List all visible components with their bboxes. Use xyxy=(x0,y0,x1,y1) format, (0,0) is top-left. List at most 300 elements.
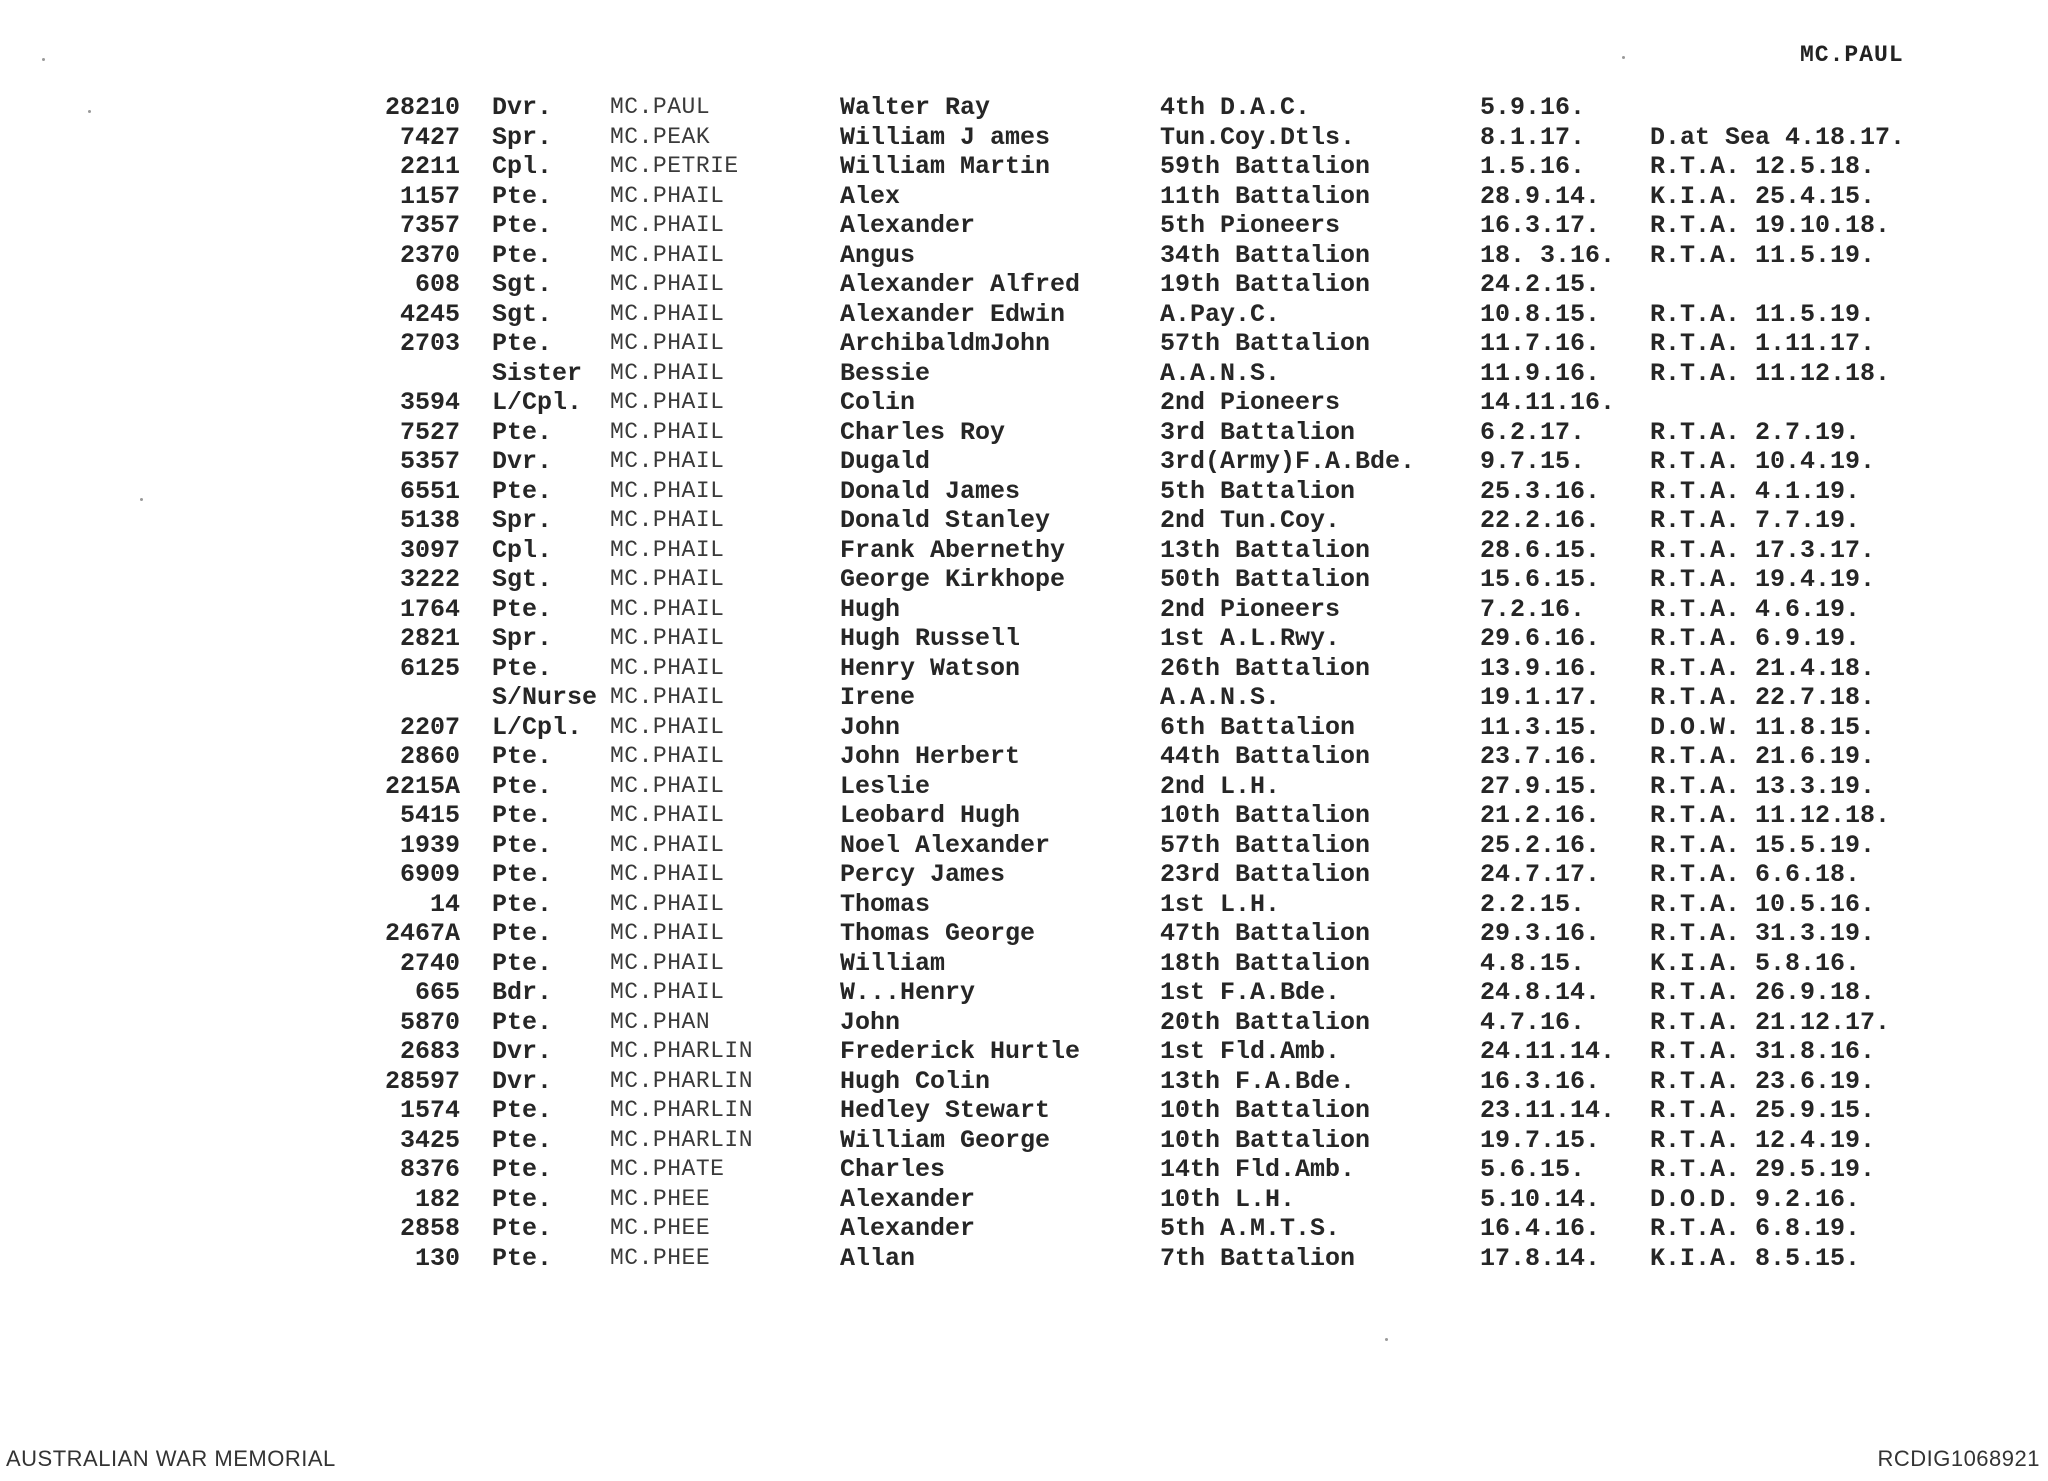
table-row xyxy=(360,300,2000,330)
enlistment-date: 24.11.14. xyxy=(1480,1037,1616,1066)
footer-archive-name: AUSTRALIAN WAR MEMORIAL xyxy=(6,1446,336,1471)
service-number: 5415 xyxy=(399,801,460,830)
rank: Dvr. xyxy=(492,1066,553,1096)
table-row xyxy=(360,1067,2000,1097)
fate: D.O.D. 9.2.16. xyxy=(1650,1184,1861,1214)
table-row xyxy=(360,978,2000,1008)
given-names: William J ames xyxy=(840,122,1051,152)
service-number: 7527 xyxy=(399,417,460,447)
unit: 20th Battalion xyxy=(1160,1007,1371,1037)
unit: 13th F.A.Bde. xyxy=(1160,1066,1356,1096)
given-names: John xyxy=(840,712,901,742)
surname: MC.PHAIL xyxy=(610,861,725,887)
service-number: 2370 xyxy=(399,240,460,270)
enlistment-date: 23.7.16. xyxy=(1480,742,1601,771)
surname: MC.PHAIL xyxy=(610,359,725,386)
enlistment-date: 29.6.16. xyxy=(1480,624,1601,653)
surname: MC.PHAIL xyxy=(610,418,725,445)
rank: Dvr. xyxy=(492,447,553,476)
surname: MC.PHAIL xyxy=(610,802,725,828)
fate: R.T.A. 21.6.19. xyxy=(1650,742,1876,771)
scan-speck xyxy=(88,110,91,113)
enlistment-date: 11.3.15. xyxy=(1480,712,1601,742)
given-names: John xyxy=(840,1007,901,1037)
enlistment-date: 28.6.15. xyxy=(1480,535,1601,565)
unit: 1st Fld.Amb. xyxy=(1160,1037,1341,1066)
fate: R.T.A. 19.4.19. xyxy=(1650,565,1876,594)
unit: A.A.N.S. xyxy=(1160,358,1281,388)
given-names: Charles Roy xyxy=(840,417,1006,447)
enlistment-date: 22.2.16. xyxy=(1480,506,1601,535)
enlistment-date: 2.2.15. xyxy=(1480,889,1586,919)
unit: 10th L.H. xyxy=(1160,1184,1296,1214)
fate: R.T.A. 6.8.19. xyxy=(1650,1214,1861,1243)
unit: 5th Battalion xyxy=(1160,476,1356,506)
given-names: Donald Stanley xyxy=(840,506,1051,535)
service-number: 3097 xyxy=(399,535,460,565)
service-number: 1939 xyxy=(399,830,460,860)
surname: MC.PHAN xyxy=(610,1008,711,1035)
service-number: 1764 xyxy=(399,594,460,624)
table-row xyxy=(360,624,2000,654)
given-names: Irene xyxy=(840,683,916,712)
unit: 10th Battalion xyxy=(1160,1096,1371,1125)
table-row xyxy=(360,123,2000,153)
unit: 19th Battalion xyxy=(1160,270,1371,299)
service-number: 28597 xyxy=(384,1066,460,1096)
service-number: 6909 xyxy=(399,860,460,889)
service-number: 3222 xyxy=(399,565,460,594)
given-names: Alexander xyxy=(840,1184,976,1214)
given-names: Frederick Hurtle xyxy=(840,1037,1081,1066)
given-names: William George xyxy=(840,1125,1051,1155)
enlistment-date: 16.3.16. xyxy=(1480,1066,1601,1096)
enlistment-date: 28.9.14. xyxy=(1480,181,1601,211)
table-row xyxy=(360,683,2000,713)
enlistment-date: 11.9.16. xyxy=(1480,358,1601,388)
unit: 13th Battalion xyxy=(1160,535,1371,565)
rank: Pte. xyxy=(492,1184,553,1214)
rank: Pte. xyxy=(492,919,553,948)
unit: 26th Battalion xyxy=(1160,653,1371,683)
surname: MC.PHAIL xyxy=(610,979,725,1005)
unit: 50th Battalion xyxy=(1160,565,1371,594)
rank: Pte. xyxy=(492,1096,553,1125)
fate: R.T.A. 29.5.19. xyxy=(1650,1155,1876,1184)
scan-speck xyxy=(140,498,143,501)
enlistment-date: 8.1.17. xyxy=(1480,122,1586,152)
table-row xyxy=(360,1008,2000,1038)
enlistment-date: 24.7.17. xyxy=(1480,860,1601,889)
surname: MC.PHAIL xyxy=(610,507,725,533)
unit: 47th Battalion xyxy=(1160,919,1371,948)
rank: L/Cpl. xyxy=(492,388,583,417)
given-names: George Kirkhope xyxy=(840,565,1066,594)
surname: MC.PHAIL xyxy=(610,949,725,976)
surname: MC.PHAIL xyxy=(610,625,725,651)
service-number: 1157 xyxy=(399,181,460,211)
given-names: ArchibaldmJohn xyxy=(840,329,1051,358)
enlistment-date: 19.7.15. xyxy=(1480,1125,1601,1155)
surname: MC.PHATE xyxy=(610,1156,725,1182)
service-number: 1574 xyxy=(399,1096,460,1125)
rank: Pte. xyxy=(492,771,553,801)
unit: 14th Fld.Amb. xyxy=(1160,1155,1356,1184)
rank: Pte. xyxy=(492,1214,553,1243)
unit: 18th Battalion xyxy=(1160,948,1371,978)
given-names: Thomas George xyxy=(840,919,1036,948)
table-row xyxy=(360,477,2000,507)
given-names: Hugh xyxy=(840,594,901,624)
rank: Dvr. xyxy=(492,93,553,122)
rank: L/Cpl. xyxy=(492,712,583,742)
rank: Pte. xyxy=(492,329,553,358)
unit: 3rd(Army)F.A.Bde. xyxy=(1160,447,1416,476)
given-names: Hedley Stewart xyxy=(840,1096,1051,1125)
enlistment-date: 10.8.15. xyxy=(1480,299,1601,329)
given-names: John Herbert xyxy=(840,742,1021,771)
table-row xyxy=(360,831,2000,861)
table-row xyxy=(360,1214,2000,1244)
unit: 2nd Pioneers xyxy=(1160,388,1341,417)
table-row xyxy=(360,536,2000,566)
table-row xyxy=(360,182,2000,212)
surname: MC.PHARLIN xyxy=(610,1126,754,1153)
given-names: Leobard Hugh xyxy=(840,801,1021,830)
surname: MC.PHAIL xyxy=(610,448,725,474)
service-number: 3425 xyxy=(399,1125,460,1155)
given-names: Henry Watson xyxy=(840,653,1021,683)
fate: R.T.A. 12.4.19. xyxy=(1650,1125,1876,1155)
given-names: Colin xyxy=(840,388,916,417)
service-number: 2467A xyxy=(384,919,460,948)
enlistment-date: 15.6.15. xyxy=(1480,565,1601,594)
unit: 10th Battalion xyxy=(1160,801,1371,830)
unit: 7th Battalion xyxy=(1160,1243,1356,1273)
surname: MC.PETRIE xyxy=(610,153,739,179)
unit: A.Pay.C. xyxy=(1160,299,1281,329)
enlistment-date: 24.8.14. xyxy=(1480,978,1601,1007)
rank: Pte. xyxy=(492,830,553,860)
rank: Sister xyxy=(492,358,583,388)
enlistment-date: 19.1.17. xyxy=(1480,683,1601,712)
enlistment-date: 25.3.16. xyxy=(1480,476,1601,506)
service-number: 2860 xyxy=(399,742,460,771)
enlistment-date: 24.2.15. xyxy=(1480,270,1601,299)
enlistment-date: 29.3.16. xyxy=(1480,919,1601,948)
rank: Pte. xyxy=(492,211,553,240)
fate: K.I.A. 8.5.15. xyxy=(1650,1243,1861,1273)
surname: MC.PHAIL xyxy=(610,212,725,238)
surname: MC.PHAIL xyxy=(610,772,725,799)
surname: MC.PEAK xyxy=(610,123,711,150)
rank: Cpl. xyxy=(492,152,553,181)
fate: R.T.A. 25.9.15. xyxy=(1650,1096,1876,1125)
rank: Spr. xyxy=(492,122,553,152)
enlistment-date: 17.8.14. xyxy=(1480,1243,1601,1273)
table-row xyxy=(360,949,2000,979)
rank: Pte. xyxy=(492,948,553,978)
table-row xyxy=(360,359,2000,389)
service-number: 2211 xyxy=(399,152,460,181)
surname: MC.PHARLIN xyxy=(610,1038,754,1064)
table-row xyxy=(360,860,2000,890)
table-row xyxy=(360,1244,2000,1274)
rank: Pte. xyxy=(492,181,553,211)
enlistment-date: 23.11.14. xyxy=(1480,1096,1616,1125)
rank: Pte. xyxy=(492,889,553,919)
unit: 2nd Tun.Coy. xyxy=(1160,506,1341,535)
service-number: 3594 xyxy=(399,388,460,417)
unit: 34th Battalion xyxy=(1160,240,1371,270)
given-names: Allan xyxy=(840,1243,916,1273)
fate: R.T.A. 23.6.19. xyxy=(1650,1066,1876,1096)
table-row xyxy=(360,919,2000,949)
table-row xyxy=(360,595,2000,625)
given-names: Donald James xyxy=(840,476,1021,506)
rank: Spr. xyxy=(492,506,553,535)
surname: MC.PHEE xyxy=(610,1185,711,1212)
given-names: Walter Ray xyxy=(840,93,991,122)
table-row xyxy=(360,1037,2000,1067)
fate: R.T.A. 11.5.19. xyxy=(1650,299,1876,329)
enlistment-date: 27.9.15. xyxy=(1480,771,1601,801)
service-number: 2703 xyxy=(399,329,460,358)
rank: Pte. xyxy=(492,1125,553,1155)
fate: D.at Sea 4.18.17. xyxy=(1650,122,1906,152)
unit: 2nd L.H. xyxy=(1160,771,1281,801)
enlistment-date: 11.7.16. xyxy=(1480,329,1601,358)
given-names: Hugh Colin xyxy=(840,1066,991,1096)
unit: 4th D.A.C. xyxy=(1160,93,1311,122)
service-number: 182 xyxy=(414,1184,460,1214)
surname: MC.PAUL xyxy=(610,94,711,120)
table-row xyxy=(360,152,2000,182)
fate: R.T.A. 26.9.18. xyxy=(1650,978,1876,1007)
fate: R.T.A. 21.12.17. xyxy=(1650,1007,1891,1037)
table-row xyxy=(360,241,2000,271)
unit: 2nd Pioneers xyxy=(1160,594,1341,624)
service-number: 2215A xyxy=(384,771,460,801)
surname: MC.PHAIL xyxy=(610,389,725,415)
table-row xyxy=(360,713,2000,743)
given-names: Percy James xyxy=(840,860,1006,889)
service-number: 5138 xyxy=(399,506,460,535)
fate: R.T.A. 6.6.18. xyxy=(1650,860,1861,889)
rank: Pte. xyxy=(492,1155,553,1184)
service-number: 5870 xyxy=(399,1007,460,1037)
given-names: Hugh Russell xyxy=(840,624,1021,653)
unit: 11th Battalion xyxy=(1160,181,1371,211)
fate: K.I.A. 5.8.16. xyxy=(1650,948,1861,978)
enlistment-date: 4.7.16. xyxy=(1480,1007,1586,1037)
rank: Pte. xyxy=(492,801,553,830)
service-number: 4245 xyxy=(399,299,460,329)
surname: MC.PHAIL xyxy=(610,182,725,209)
fate: R.T.A. 6.9.19. xyxy=(1650,624,1861,653)
unit: 1st F.A.Bde. xyxy=(1160,978,1341,1007)
surname: MC.PHAIL xyxy=(610,713,725,740)
table-row xyxy=(360,211,2000,241)
unit: 44th Battalion xyxy=(1160,742,1371,771)
surname: MC.PHAIL xyxy=(610,566,725,592)
enlistment-date: 5.9.16. xyxy=(1480,93,1586,122)
unit: 59th Battalion xyxy=(1160,152,1371,181)
unit: 10th Battalion xyxy=(1160,1125,1371,1155)
surname: MC.PHAIL xyxy=(610,654,725,681)
table-row xyxy=(360,1155,2000,1185)
service-number: 2740 xyxy=(399,948,460,978)
surname: MC.PHAIL xyxy=(610,684,725,710)
enlistment-date: 21.2.16. xyxy=(1480,801,1601,830)
enlistment-date: 4.8.15. xyxy=(1480,948,1586,978)
surname: MC.PHAIL xyxy=(610,595,725,622)
service-number: 665 xyxy=(414,978,460,1007)
rank: Pte. xyxy=(492,417,553,447)
unit: 1st L.H. xyxy=(1160,889,1281,919)
unit: 1st A.L.Rwy. xyxy=(1160,624,1341,653)
unit: A.A.N.S. xyxy=(1160,683,1281,712)
fate: R.T.A. 4.6.19. xyxy=(1650,594,1861,624)
fate: R.T.A. 10.5.16. xyxy=(1650,889,1876,919)
enlistment-date: 6.2.17. xyxy=(1480,417,1586,447)
enlistment-date: 25.2.16. xyxy=(1480,830,1601,860)
surname: MC.PHAIL xyxy=(610,300,725,327)
table-row xyxy=(360,654,2000,684)
fate: R.T.A. 2.7.19. xyxy=(1650,417,1861,447)
unit: 57th Battalion xyxy=(1160,830,1371,860)
given-names: Alex xyxy=(840,181,901,211)
enlistment-date: 7.2.16. xyxy=(1480,594,1586,624)
service-number: 28210 xyxy=(384,93,460,122)
rank: Sgt. xyxy=(492,565,553,594)
surname: MC.PHAIL xyxy=(610,241,725,268)
fate: R.T.A. 12.5.18. xyxy=(1650,152,1876,181)
rank: Pte. xyxy=(492,1007,553,1037)
given-names: Alexander xyxy=(840,1214,976,1243)
fate: R.T.A. 21.4.18. xyxy=(1650,653,1876,683)
service-number: 2683 xyxy=(399,1037,460,1066)
fate: R.T.A. 11.12.18. xyxy=(1650,358,1891,388)
table-row xyxy=(360,388,2000,418)
table-row xyxy=(360,801,2000,831)
given-names: William xyxy=(840,948,946,978)
surname: MC.PHAIL xyxy=(610,890,725,917)
fate: R.T.A. 31.3.19. xyxy=(1650,919,1876,948)
fate: R.T.A. 13.3.19. xyxy=(1650,771,1876,801)
service-number: 2858 xyxy=(399,1214,460,1243)
service-number: 608 xyxy=(414,270,460,299)
service-number: 130 xyxy=(414,1243,460,1273)
fate: R.T.A. 7.7.19. xyxy=(1650,506,1861,535)
service-number: 2821 xyxy=(399,624,460,653)
fate: R.T.A. 17.3.17. xyxy=(1650,535,1876,565)
fate: R.T.A. 22.7.18. xyxy=(1650,683,1876,712)
table-row xyxy=(360,447,2000,477)
table-row xyxy=(360,890,2000,920)
rank: Sgt. xyxy=(492,270,553,299)
surname: MC.PHEE xyxy=(610,1244,711,1271)
table-row xyxy=(360,1185,2000,1215)
surname: MC.PHAIL xyxy=(610,477,725,504)
surname: MC.PHAIL xyxy=(610,743,725,769)
given-names: Alexander Edwin xyxy=(840,299,1066,329)
unit: 6th Battalion xyxy=(1160,712,1356,742)
fate: K.I.A. 25.4.15. xyxy=(1650,181,1876,211)
service-number: 7357 xyxy=(399,211,460,240)
unit: 5th Pioneers xyxy=(1160,211,1341,240)
service-number: 7427 xyxy=(399,122,460,152)
rank: Pte. xyxy=(492,742,553,771)
surname: MC.PHARLIN xyxy=(610,1097,754,1123)
surname: MC.PHAIL xyxy=(610,920,725,946)
given-names: Frank Abernethy xyxy=(840,535,1066,565)
scan-speck xyxy=(1622,56,1625,59)
rank: Pte. xyxy=(492,1243,553,1273)
unit: 23rd Battalion xyxy=(1160,860,1371,889)
table-row xyxy=(360,742,2000,772)
table-row xyxy=(360,270,2000,300)
table-row xyxy=(360,418,2000,448)
given-names: W...Henry xyxy=(840,978,976,1007)
enlistment-date: 16.3.17. xyxy=(1480,211,1601,240)
surname: MC.PHEE xyxy=(610,1215,711,1241)
given-names: Noel Alexander xyxy=(840,830,1051,860)
given-names: Alexander Alfred xyxy=(840,270,1081,299)
table-row xyxy=(360,1096,2000,1126)
fate: D.O.W. 11.8.15. xyxy=(1650,712,1876,742)
rank: Pte. xyxy=(492,860,553,889)
fate: R.T.A. 11.5.19. xyxy=(1650,240,1876,270)
service-number: 5357 xyxy=(399,447,460,476)
enlistment-date: 16.4.16. xyxy=(1480,1214,1601,1243)
rank: Pte. xyxy=(492,653,553,683)
given-names: Leslie xyxy=(840,771,931,801)
table-row xyxy=(360,565,2000,595)
rank: S/Nurse xyxy=(492,683,598,712)
rank: Pte. xyxy=(492,476,553,506)
rank: Cpl. xyxy=(492,535,553,565)
service-number: 8376 xyxy=(399,1155,460,1184)
surname: MC.PHAIL xyxy=(610,536,725,563)
fate: R.T.A. 15.5.19. xyxy=(1650,830,1876,860)
rank: Spr. xyxy=(492,624,553,653)
enlistment-date: 18. 3.16. xyxy=(1480,240,1616,270)
footer-document-id: RCDIG1068921 xyxy=(1877,1446,2040,1471)
enlistment-date: 9.7.15. xyxy=(1480,447,1586,476)
unit: 57th Battalion xyxy=(1160,329,1371,358)
enlistment-date: 5.10.14. xyxy=(1480,1184,1601,1214)
table-row xyxy=(360,329,2000,359)
fate: R.T.A. 1.11.17. xyxy=(1650,329,1876,358)
fate: R.T.A. 31.8.16. xyxy=(1650,1037,1876,1066)
table-row xyxy=(360,772,2000,802)
surname: MC.PHAIL xyxy=(610,831,725,858)
rank: Pte. xyxy=(492,240,553,270)
service-number: 6125 xyxy=(399,653,460,683)
page-header-surname: MC.PAUL xyxy=(1800,42,1904,68)
given-names: Bessie xyxy=(840,358,931,388)
surname: MC.PHAIL xyxy=(610,271,725,297)
rank: Dvr. xyxy=(492,1037,553,1066)
enlistment-date: 5.6.15. xyxy=(1480,1155,1586,1184)
enlistment-date: 1.5.16. xyxy=(1480,152,1586,181)
given-names: Angus xyxy=(840,240,916,270)
fate: R.T.A. 19.10.18. xyxy=(1650,211,1891,240)
surname: MC.PHARLIN xyxy=(610,1067,754,1094)
rank: Bdr. xyxy=(492,978,553,1007)
fate: R.T.A. 10.4.19. xyxy=(1650,447,1876,476)
